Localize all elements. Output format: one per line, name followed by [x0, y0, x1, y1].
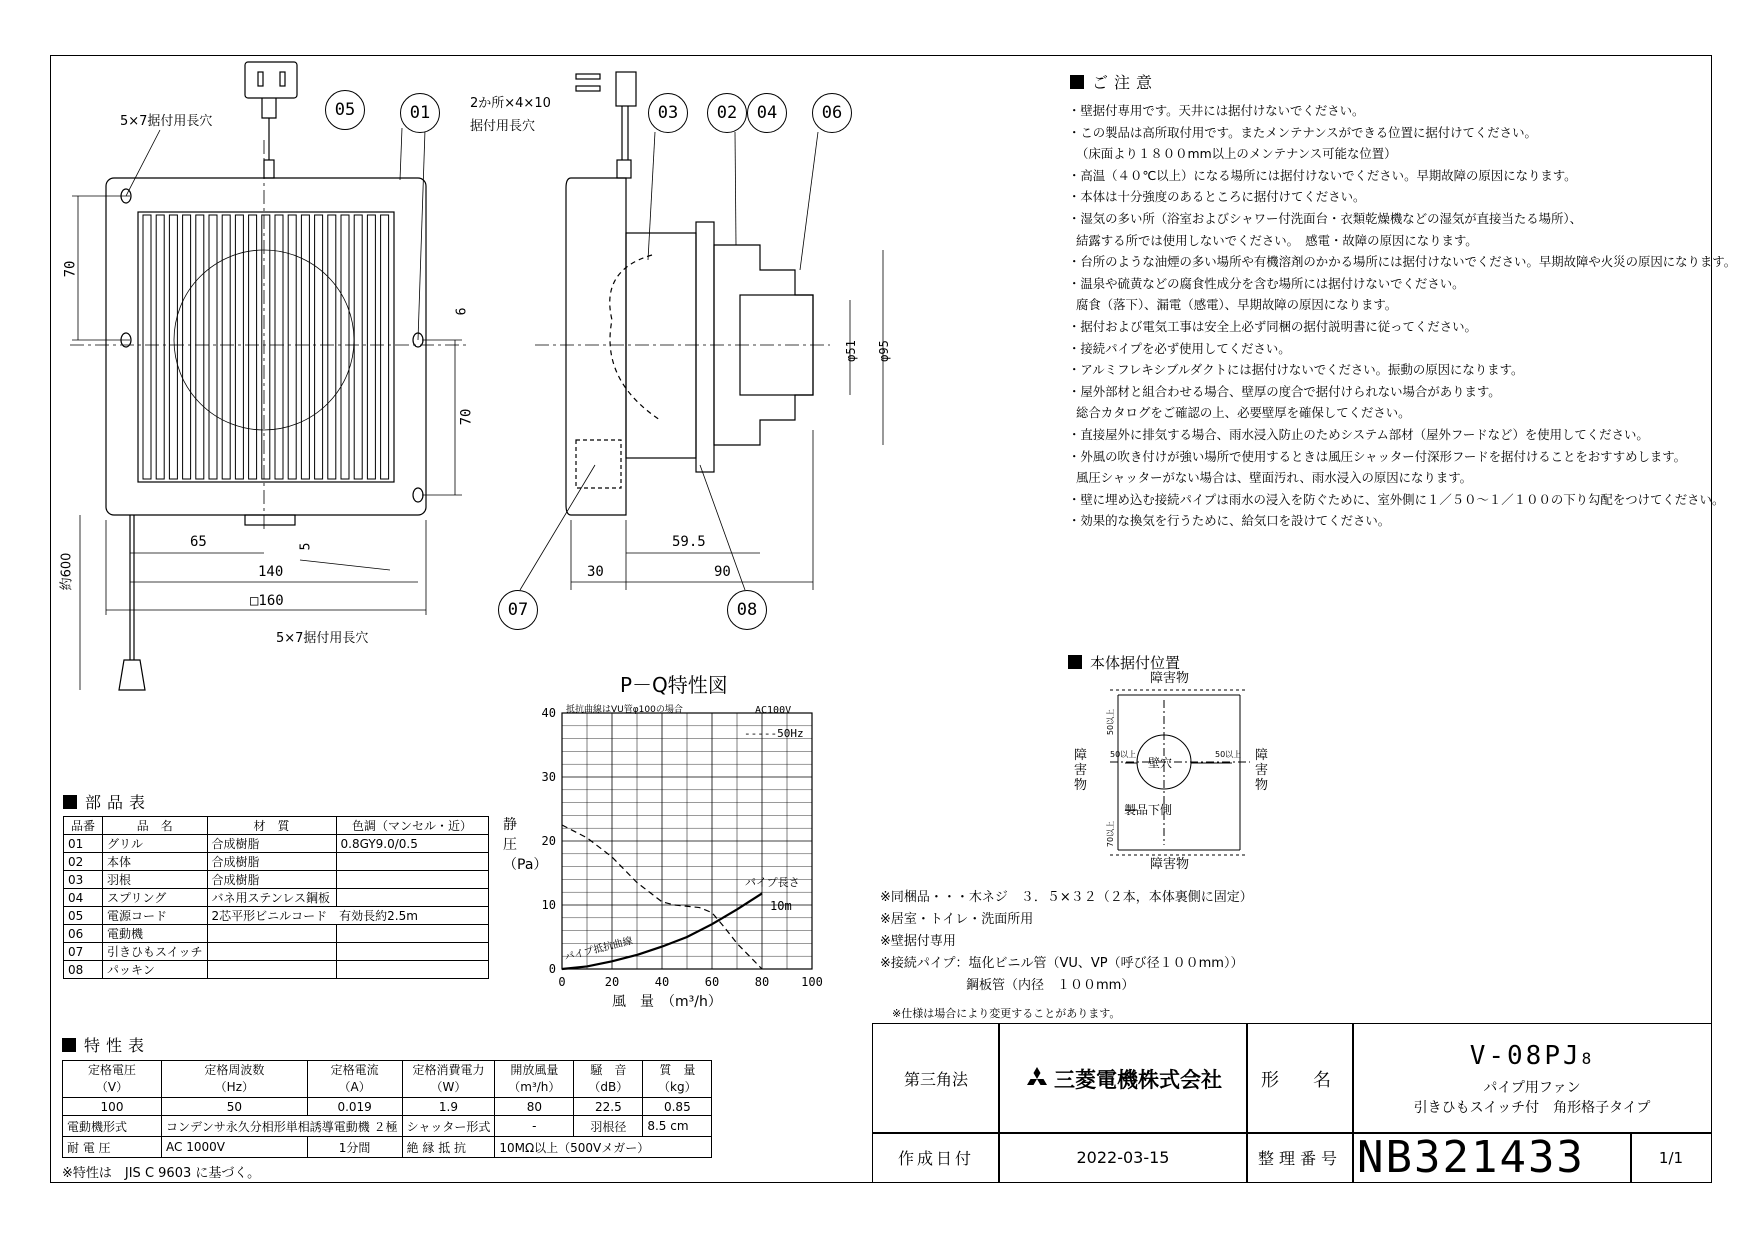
label-slot-side-2: 据付用長穴: [470, 119, 536, 134]
y-tick-label: 30: [541, 770, 556, 784]
accessory-line-4: ※接続パイプ：塩化ビニル管（VU、VP（呼び径１００mm））: [880, 956, 1244, 971]
model-number: V-08PJ: [1469, 1040, 1582, 1071]
dim-59-5: 59.5: [672, 534, 706, 550]
note-line: 風圧シャッターがない場合は、壁面汚れ、雨水浸入の原因になります。: [1076, 470, 1473, 486]
parts-header-row: 品番 品 名 材 質 色調（マンセル・近）: [64, 817, 489, 835]
dim-160: □160: [250, 593, 284, 609]
note-line: ・効果的な換気を行うために、給気口を設けてください。: [1068, 513, 1391, 529]
mitsubishi-logo-icon: [1024, 1067, 1050, 1091]
table-row: 05 電源コード 2芯平形ビニルコード 有効長約2.5m: [64, 907, 489, 925]
spec-header-row: 定格電圧 （V） 定格周波数 （Hz） 定格電流 （A） 定格消費電力 （W） 開放風量 （m³/h） 騒 音 （dB） 質 量 （kg）: [63, 1061, 712, 1098]
grille-slat: [249, 215, 257, 479]
install-bottom-side: 製品下側: [1124, 803, 1173, 817]
note-line: ・湿気の多い所（浴室およびシャワー付洗面台・衣類乾燥機などの湿気が直接当たる場所）、: [1068, 210, 1582, 226]
table-row: 02 本体 合成樹脂: [64, 853, 489, 871]
note-line: ・温泉や硫黄などの腐食性成分を含む場所には据付けないでください。: [1068, 275, 1465, 291]
notes-list: [1068, 100, 1736, 532]
company-cell: 三菱電機株式会社: [998, 1023, 1248, 1134]
dim-5: 5: [298, 542, 314, 551]
chart-annotation-pipe-curve: パイプ抵抗曲線: [563, 935, 634, 964]
table-row: 01 グリル 合成樹脂 0.8GY9.0/0.5: [64, 835, 489, 853]
dim-phi51: φ51: [843, 340, 858, 362]
note-line: （床面より１８００mm以上のメンテナンス可能な位置）: [1076, 146, 1397, 162]
callout-06: 06: [812, 93, 852, 133]
callout-08: 08: [727, 590, 767, 630]
note-line: ・アルミフレキシブルダクトには据付けないでください。振動の原因になります。: [1068, 362, 1524, 378]
date-label: 作成日付: [872, 1132, 1000, 1183]
parts-table: [63, 816, 489, 979]
dim-70-a: 70: [62, 260, 79, 278]
install-obstacle-right: 障害物: [1255, 748, 1269, 793]
accessory-line-2: ※居室・トイレ・洗面所用: [880, 912, 1034, 927]
side-view-body: [566, 178, 626, 515]
install-d50-top: 50以上: [1106, 708, 1116, 736]
table-row: 06 電動機: [64, 925, 489, 943]
dim-30: 30: [587, 564, 604, 580]
grille-slat: [156, 215, 164, 479]
note-line: ・高温（４０℃以上）になる場所には据付けないでください。早期故障の原因になります。: [1068, 167, 1577, 183]
note-line: ・この製品は高所取付用です。またメンテナンスができる位置に据付けてください。: [1068, 124, 1537, 140]
install-title: 本体据付位置: [1068, 652, 1180, 673]
model-desc-1: パイプ用ファン: [1483, 1079, 1581, 1096]
chart-subtitle: 抵抗曲線はVU管φ100の場合: [566, 705, 683, 715]
chart-title: P－Q特性図: [620, 673, 728, 697]
note-line: 結露する所では使用しないでください。 感電・故障の原因になります。: [1076, 232, 1478, 248]
note-line: ・本体は十分強度のあるところに据付けてください。: [1068, 189, 1366, 205]
y-tick-label: 40: [541, 706, 556, 720]
spec-footnote: ※特性は JIS C 9603 に基づく。: [62, 1166, 261, 1181]
note-line: ・壁据付専用です。天井には据付けないでください。: [1068, 103, 1365, 118]
dim-140: 140: [258, 564, 284, 580]
docno-label: 整理番号: [1246, 1132, 1354, 1183]
chart-power: AC100V: [755, 705, 792, 716]
install-obstacle-bottom: 障害物: [1150, 857, 1190, 872]
grille-slat: [209, 215, 217, 479]
dim-600: 約600: [59, 552, 75, 591]
note-line: ・直接屋外に排気する場合、雨水浸入防止のためシステム部材（屋外フードなど）を使用してください。: [1068, 426, 1649, 442]
page-number: 1/1: [1630, 1132, 1712, 1183]
grille-slat: [222, 215, 230, 479]
install-d70-bottom: 70以上: [1106, 820, 1116, 848]
spec-voltage-row: 耐 電 圧 AC 1000V 1分間 絶 縁 抵 抗 10MΩ以上（500Vメガー）: [63, 1137, 712, 1158]
projection-method: 第三角法: [872, 1023, 1000, 1134]
label-slot-bottom: 5×7据付用長穴: [276, 631, 369, 646]
y-tick-label: 10: [541, 898, 556, 912]
grille-slat: [341, 215, 349, 479]
grille-slat: [262, 215, 270, 479]
grille-slat: [169, 215, 177, 479]
install-d50-right: 50以上: [1215, 750, 1242, 759]
callout-07: 07: [498, 590, 538, 630]
spec-motor-row: 電動機形式 コンデンサ永久分相形単相誘導電動機 ２極 シャッター形式 - 羽根径 8.5 cm: [63, 1116, 712, 1137]
note-line: 総合カタログをご確認の上、必要壁厚を確保してください。: [1076, 405, 1411, 421]
dim-6: 6: [454, 307, 470, 316]
install-hole: 壁穴: [1148, 756, 1173, 770]
x-tick-label: 80: [754, 975, 770, 989]
x-tick-label: 60: [704, 975, 720, 989]
dim-phi95: φ95: [876, 340, 891, 362]
chart-legend: -----50Hz: [744, 727, 804, 740]
x-tick-label: 100: [801, 975, 823, 989]
accessory-line-5: 鋼板管（内径 １００mm）: [966, 978, 1135, 993]
model-suffix: 8: [1581, 1048, 1595, 1068]
chart-annotation-pipe-length: パイプ長さ: [745, 876, 800, 889]
grille-slat: [196, 215, 204, 479]
grille-slat: [301, 215, 309, 479]
x-tick-label: 40: [654, 975, 670, 989]
grille-slat: [367, 215, 375, 479]
model-cell: [1352, 1023, 1712, 1134]
date-value: 2022-03-15: [998, 1132, 1248, 1183]
callout-02: 02: [707, 93, 747, 133]
model-label: 形 名: [1246, 1023, 1354, 1134]
note-line: ・据付および電気工事は安全上必ず同梱の据付説明書に従ってください。: [1068, 318, 1477, 334]
install-obstacle-left: 障害物: [1074, 748, 1088, 793]
front-view-grille: [138, 212, 394, 482]
spec-title: 特性表: [62, 1033, 150, 1056]
spec-change-note: ※仕様は場合により変更することがあります。: [892, 1007, 1121, 1020]
x-tick-label: 20: [604, 975, 620, 989]
callout-04: 04: [747, 93, 787, 133]
grille-slat: [381, 215, 389, 479]
grille-slat: [354, 215, 362, 479]
docno-value: NB321433: [1352, 1132, 1632, 1183]
parts-title: 部品表: [63, 790, 151, 813]
note-line: ・屋外部材と組合わせる場合、壁厚の度合で据付けられない場合があります。: [1068, 383, 1501, 399]
note-line: ・接続パイプを必ず使用してください。: [1068, 340, 1291, 356]
grille-slat: [183, 215, 191, 479]
accessory-line-3: ※壁据付専用: [880, 934, 956, 949]
label-slot-top: 5×7据付用長穴: [120, 114, 213, 129]
callout-01: 01: [400, 93, 440, 133]
grille-slat: [315, 215, 323, 479]
model-desc-2: 引きひもスイッチ付 角形格子タイプ: [1413, 1099, 1651, 1116]
grille-slat: [328, 215, 336, 479]
table-row: 04 スプリング バネ用ステンレス鋼板: [64, 889, 489, 907]
callout-03: 03: [648, 93, 688, 133]
accessory-line-1: ※同梱品・・・木ネジ ３．５×３２（２本，本体裏側に固定）: [880, 890, 1253, 905]
front-view-outline: [106, 178, 426, 515]
install-obstacle-top: 障害物: [1150, 671, 1190, 686]
note-line: ・外風の吹き付けが強い場所で使用するときは風圧シャッター付深形フードを据付けることをおすすめします。: [1068, 448, 1687, 464]
label-slot-side-1: 2か所×4×10: [470, 96, 551, 111]
callout-05: 05: [325, 90, 365, 130]
title-block: [872, 1023, 1712, 1183]
dim-65: 65: [190, 534, 207, 550]
spec-values-row: 100 50 0.019 1.9 80 22.5 0.85: [63, 1098, 712, 1116]
y-tick-label: 0: [548, 962, 556, 976]
dim-70-b: 70: [458, 408, 475, 426]
y-tick-label: 20: [541, 834, 556, 848]
note-line: ・壁に埋め込む接続パイプは雨水の浸入を防ぐために、室外側に１／５０～１／１００の下り勾配をつけてください。: [1068, 491, 1725, 507]
table-row: 07 引きひもスイッチ: [64, 943, 489, 961]
install-d50-left: 50以上: [1110, 750, 1137, 759]
chart-xlabel: 風 量 （m³/h）: [612, 994, 722, 1010]
spec-table: [62, 1060, 712, 1158]
chart-ylabel: 静圧（Pa）: [503, 817, 548, 873]
notes-title: ご注意: [1070, 70, 1158, 93]
table-row: 03 羽根 合成樹脂: [64, 871, 489, 889]
note-line: ・台所のような油煙の多い場所や有機溶剤のかかる場所には据付けないでください。早期故障や火災の原因になります。: [1068, 254, 1737, 270]
x-tick-label: 0: [558, 975, 566, 989]
grille-slat: [143, 215, 151, 479]
chart-annotation-10m: 10m: [770, 899, 792, 913]
dim-90: 90: [714, 564, 731, 580]
grille-slat: [275, 215, 283, 479]
table-row: 08 パッキン: [64, 961, 489, 979]
note-line: 腐食（落下）、漏電（感電）、早期故障の原因になります。: [1076, 297, 1398, 313]
